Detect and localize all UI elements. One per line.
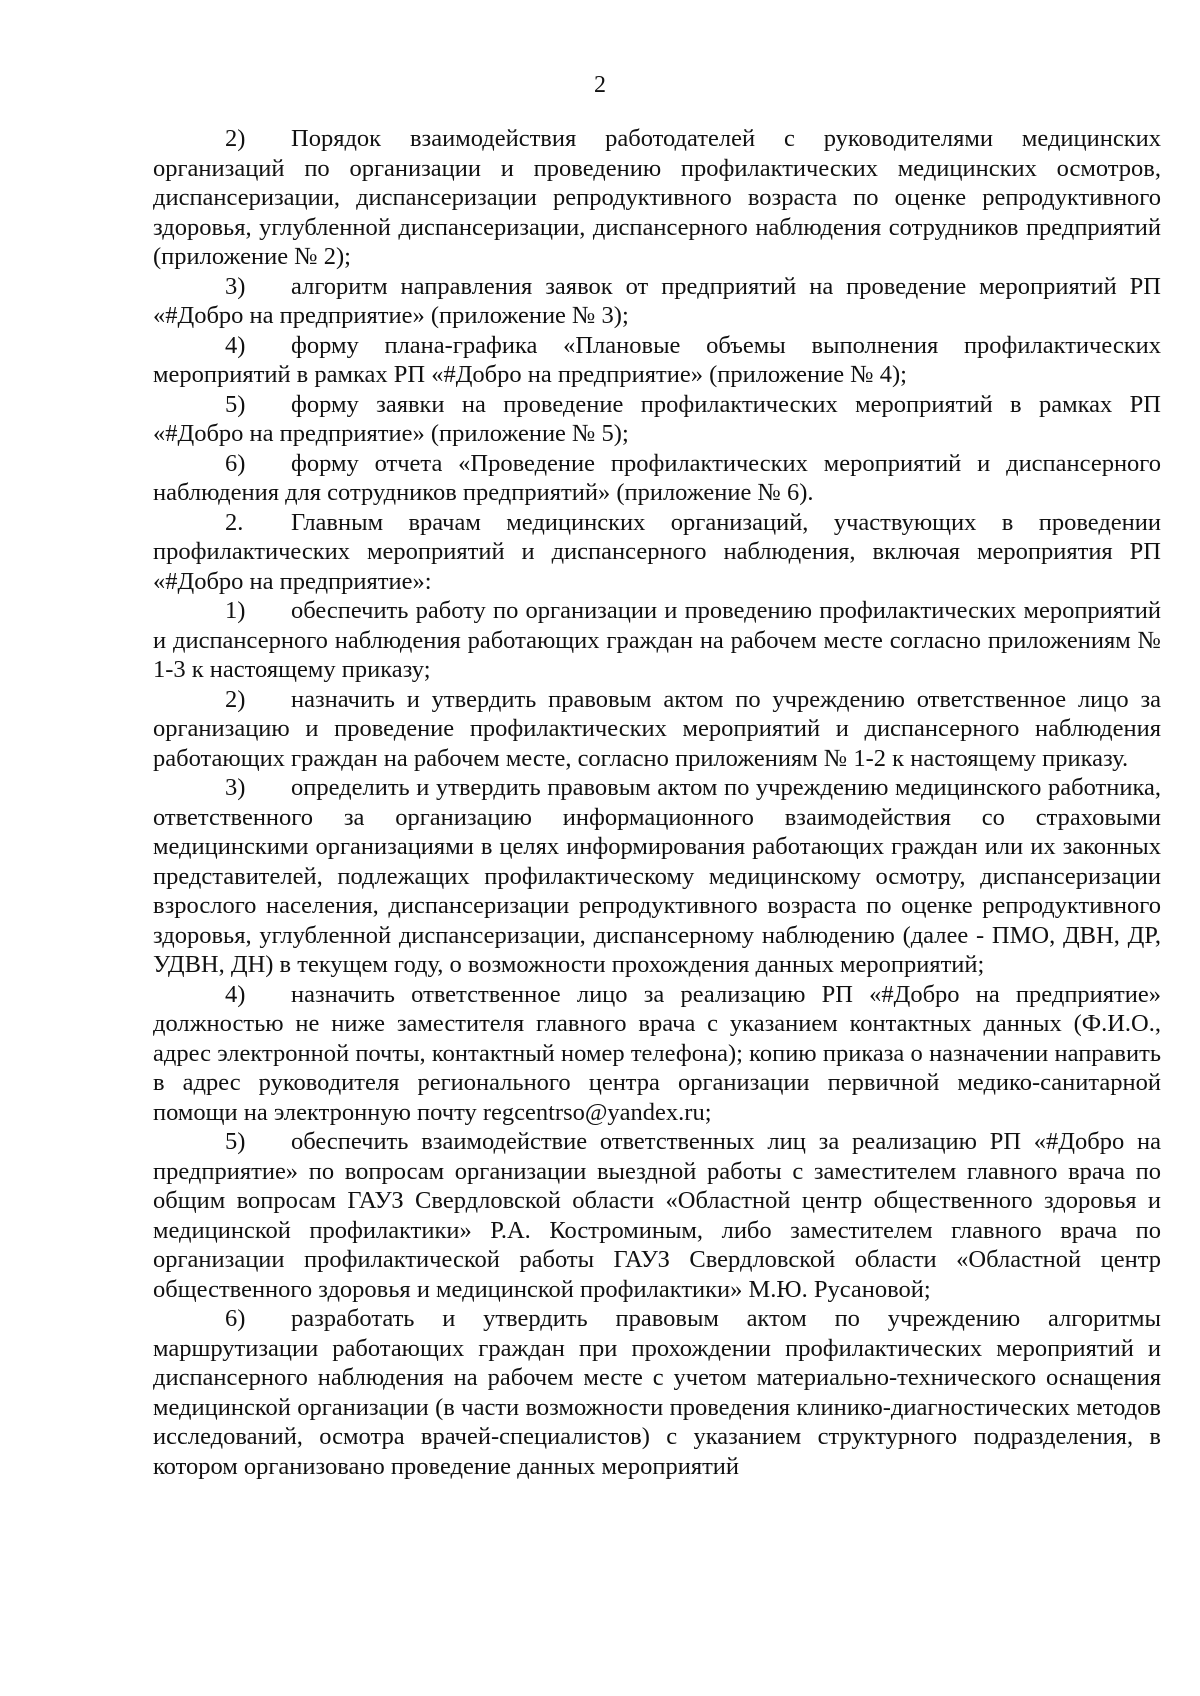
list-item bbox=[153, 1304, 1161, 1481]
list-item bbox=[153, 980, 1161, 1128]
list-item bbox=[153, 773, 1161, 980]
item-text: назначить ответственное лицо за реализацию РП «#Добро на предприятие» должностью не ниже заместителя главного врача с указанием контактных данных (Ф.И.О., адрес электронной почты, контактный номер телефона); копию приказа о назначении направить в адрес руководителя регионального центра организации первичной медико-санитарной помощи на электронную почту regcentrso@yandex.ru; bbox=[153, 980, 1161, 1126]
item-text: форму отчета «Проведение профилактических мероприятий и диспансерного наблюдения для сотрудников предприятий» (приложение № 6). bbox=[153, 449, 1161, 506]
list-item bbox=[153, 272, 1161, 331]
section-number: 2. bbox=[225, 508, 244, 536]
item-text: Порядок взаимодействия работодателей с руководителями медицинских организаций по организации и проведению профилактических медицинских осмотров, диспансеризации, диспансеризации репродуктивного возраста по оценке репродуктивного здоровья, углубленной диспансеризации, диспансерного наблюдения сотрудников предприятий (приложение № 2); bbox=[153, 125, 1161, 270]
section-text: Главным врачам медицинских организаций, участвующих в проведении профилактических мероприятий и диспансерного наблюдения, включая мероприятия РП «#Добро на предприятие»: bbox=[153, 508, 1161, 595]
item-text: обеспечить работу по организации и проведению профилактических мероприятий и диспансерного наблюдения работающих граждан на рабочем месте согласно приложениям № 1-3 к настоящему приказу; bbox=[153, 597, 1161, 683]
list-item bbox=[153, 390, 1161, 449]
list-item bbox=[153, 596, 1161, 685]
item-number: 4) bbox=[225, 980, 246, 1008]
item-text: назначить и утвердить правовым актом по учреждению ответственное лицо за организацию и проведение профилактических мероприятий и диспансерного наблюдения работающих граждан на рабочем месте, согласно приложениям № 1-2 к настоящему приказу. bbox=[153, 685, 1161, 772]
item-text: форму плана-графика «Плановые объемы выполнения профилактических мероприятий в рамках РП «#Добро на предприятие» (приложение № 4); bbox=[153, 331, 1161, 388]
list-item bbox=[153, 449, 1161, 508]
item-number: 3) bbox=[225, 774, 246, 801]
item-text: определить и утвердить правовым актом по учреждению медицинского работника, ответственного за организацию информационного взаимодействия со страховыми медицинскими организациями в целях информирования работающих граждан или их законных представителей, подлежащих профилактическому медицинскому осмотру, диспансеризации взрослого населения, диспансеризации репродуктивного возраста по оценке репродуктивного здоровья, углубленной диспансеризации, диспансерному наблюдению (далее - ПМО, ДВН, ДР, УДВН, ДН) в текущем году, о возможности прохождения данных мероприятий; bbox=[153, 774, 1161, 978]
item-number: 5) bbox=[225, 1128, 246, 1155]
item-text: обеспечить взаимодействие ответственных лиц за реализацию РП «#Добро на предприятие» по вопросам организации выездной работы с заместителем главного врача по общим вопросам ГАУЗ Свердловской области «Областной центр общественного здоровья и медицинской профилактики» Р.А. Костроминым, либо заместителем главного врача по организации профилактической работы ГАУЗ Свердловской области «Областной центр общественного здоровья и медицинской профилактики» М.Ю. Русановой; bbox=[153, 1128, 1161, 1303]
item-number: 3) bbox=[225, 272, 246, 300]
item-number: 6) bbox=[225, 449, 246, 477]
list-item bbox=[153, 1127, 1161, 1304]
item-number: 2) bbox=[225, 685, 246, 713]
item-number: 5) bbox=[225, 390, 246, 418]
item-number: 1) bbox=[225, 597, 246, 624]
item-number: 4) bbox=[225, 331, 246, 359]
item-text: алгоритм направления заявок от предприятий на проведение мероприятий РП «#Добро на предприятие» (приложение № 3); bbox=[153, 272, 1161, 329]
list-item bbox=[153, 331, 1161, 390]
section-item bbox=[153, 508, 1161, 597]
page-number: 2 bbox=[594, 72, 606, 98]
list-item bbox=[153, 685, 1161, 774]
item-number: 2) bbox=[225, 125, 246, 152]
document-body bbox=[153, 124, 1161, 1481]
item-text: разработать и утвердить правовым актом по учреждению алгоритмы маршрутизации работающих граждан при прохождении профилактических мероприятий и диспансерного наблюдения на рабочем месте с учетом материально-технического оснащения медицинской организации (в части возможности проведения клинико-диагностических методов исследований, осмотра врачей-специалистов) с указанием структурного подразделения, в котором организовано проведение данных мероприятий bbox=[153, 1305, 1161, 1480]
item-number: 6) bbox=[225, 1305, 246, 1332]
item-text: форму заявки на проведение профилактических мероприятий в рамках РП «#Добро на предприятие» (приложение № 5); bbox=[153, 390, 1161, 447]
list-item bbox=[153, 124, 1161, 272]
